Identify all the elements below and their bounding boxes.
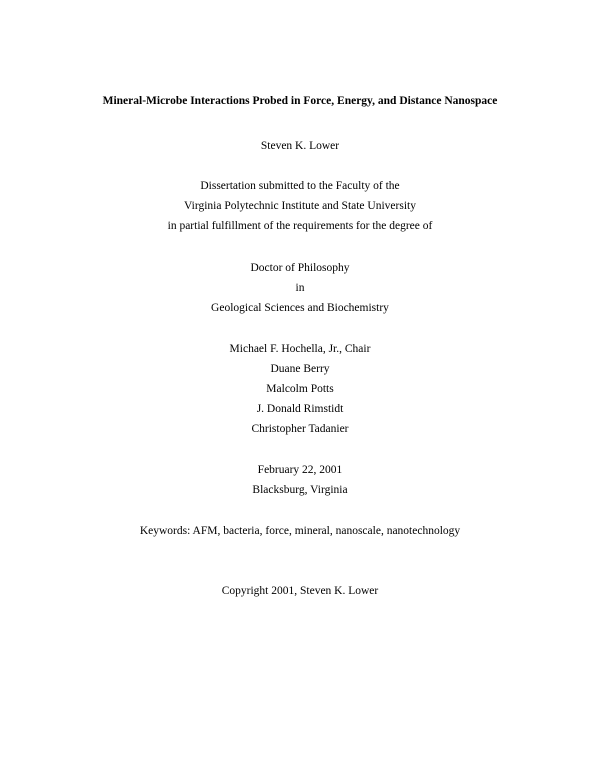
author-name: Steven K. Lower bbox=[260, 140, 340, 152]
submission-line-2: Virginia Polytechnic Institute and State University bbox=[184, 200, 416, 212]
degree-name: Doctor of Philosophy bbox=[250, 262, 350, 274]
defense-date: February 22, 2001 bbox=[257, 464, 343, 476]
committee-member: Malcolm Potts bbox=[266, 383, 334, 395]
committee-member: Christopher Tadanier bbox=[251, 423, 349, 435]
copyright-notice: Copyright 2001, Steven K. Lower bbox=[221, 585, 379, 597]
degree-field: Geological Sciences and Biochemistry bbox=[211, 302, 389, 314]
submission-line-3: in partial fulfillment of the requirements for the degree of bbox=[167, 220, 433, 232]
keywords: Keywords: AFM, bacteria, force, mineral, nanoscale, nanotechnology bbox=[139, 525, 461, 537]
committee-member: Duane Berry bbox=[270, 363, 330, 375]
submission-line-1: Dissertation submitted to the Faculty of the bbox=[200, 180, 400, 192]
location: Blacksburg, Virginia bbox=[252, 484, 348, 496]
committee-chair: Michael F. Hochella, Jr., Chair bbox=[229, 343, 371, 355]
committee-member: J. Donald Rimstidt bbox=[256, 403, 344, 415]
degree-connector: in bbox=[295, 282, 305, 294]
dissertation-title: Mineral-Microbe Interactions Probed in Force, Energy, and Distance Nanospace bbox=[102, 95, 498, 107]
